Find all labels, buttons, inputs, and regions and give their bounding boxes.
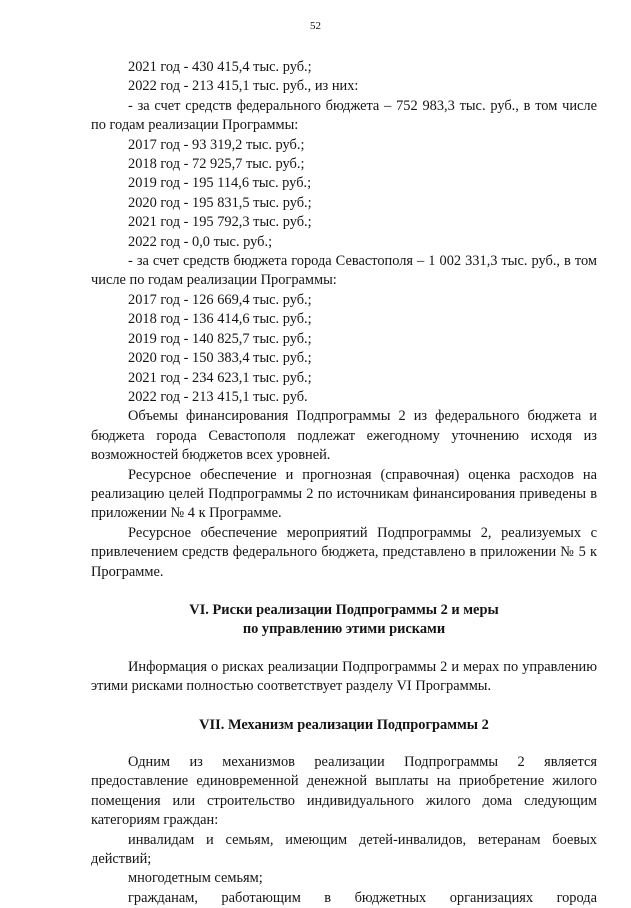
section-6-title-line-1: VI. Риски реализации Подпрограммы 2 и меры xyxy=(189,601,499,618)
city-year-line: 2022 год - 213 415,1 тыс. руб. xyxy=(128,388,308,405)
city-year-line: 2017 год - 126 669,4 тыс. руб.; xyxy=(128,291,312,308)
measures-paragraph: Ресурсное обеспечение мероприятий Подпрограммы 2, реализуемых с привлечением средств федерального бюджета, представлено в приложении № 5 к Программе. xyxy=(91,524,597,580)
federal-budget-intro: - за счет средств федерального бюджета – 752 983,3 тыс. руб., в том числе по годам реализации Программы: xyxy=(91,97,597,134)
city-year-line: 2021 год - 234 623,1 тыс. руб.; xyxy=(128,369,312,386)
page-number: 52 xyxy=(310,20,321,32)
federal-year-line: 2018 год - 72 925,7 тыс. руб.; xyxy=(128,156,305,173)
resources-paragraph: Ресурсное обеспечение и прогнозная (справочная) оценка расходов на реализацию целей Подпрограммы 2 по источникам финансирования приведены в приложении № 4 к Программе. xyxy=(91,466,597,522)
federal-year-line: 2019 год - 195 114,6 тыс. руб.; xyxy=(128,175,312,192)
volumes-paragraph: Объемы финансирования Подпрограммы 2 из федерального бюджета и бюджета города Севастополя подлежат ежегодному уточнению исходя из возможностей бюджетов всех уровней. xyxy=(91,408,597,464)
category-item: гражданам, работающим в бюджетных организациях города xyxy=(128,889,597,906)
section-6-title-line-2: по управлению этими рисками xyxy=(242,621,446,638)
city-year-line: 2018 год - 136 414,6 тыс. руб.; xyxy=(128,311,312,328)
federal-year-line: 2020 год - 195 831,5 тыс. руб.; xyxy=(128,194,312,211)
section-7-title: VII. Механизм реализации Подпрограммы 2 xyxy=(199,716,489,733)
financing-line: 2021 год - 430 415,4 тыс. руб.; xyxy=(128,59,312,75)
category-item: инвалидам и семьям, имеющим детей-инвалидов, ветеранам боевых действий; xyxy=(91,831,597,868)
document-body xyxy=(91,58,597,908)
section-7-text: Одним из механизмов реализации Подпрограммы 2 является предоставление единовременной денежной выплаты на приобретение жилого помещения или строительство индивидуального жилого дома следующим категориям граждан: xyxy=(91,754,597,829)
federal-year-line: 2022 год - 0,0 тыс. руб.; xyxy=(128,233,273,250)
city-year-line: 2019 год - 140 825,7 тыс. руб.; xyxy=(128,330,312,347)
category-item: многодетным семьям; xyxy=(128,870,263,887)
city-year-line: 2020 год - 150 383,4 тыс. руб.; xyxy=(128,350,312,367)
federal-year-line: 2021 год - 195 792,3 тыс. руб.; xyxy=(128,214,312,231)
city-budget-intro: - за счет средств бюджета города Севастополя – 1 002 331,3 тыс. руб., в том числе по годам реализации Программы: xyxy=(91,253,597,289)
section-6-text: Информация о рисках реализации Подпрограммы 2 и мерах по управлению этими рисками полностью соответствует разделу VI Программы. xyxy=(91,658,597,695)
federal-year-line: 2017 год - 93 319,2 тыс. руб.; xyxy=(128,136,305,153)
financing-line: 2022 год - 213 415,1 тыс. руб., из них: xyxy=(128,78,359,95)
